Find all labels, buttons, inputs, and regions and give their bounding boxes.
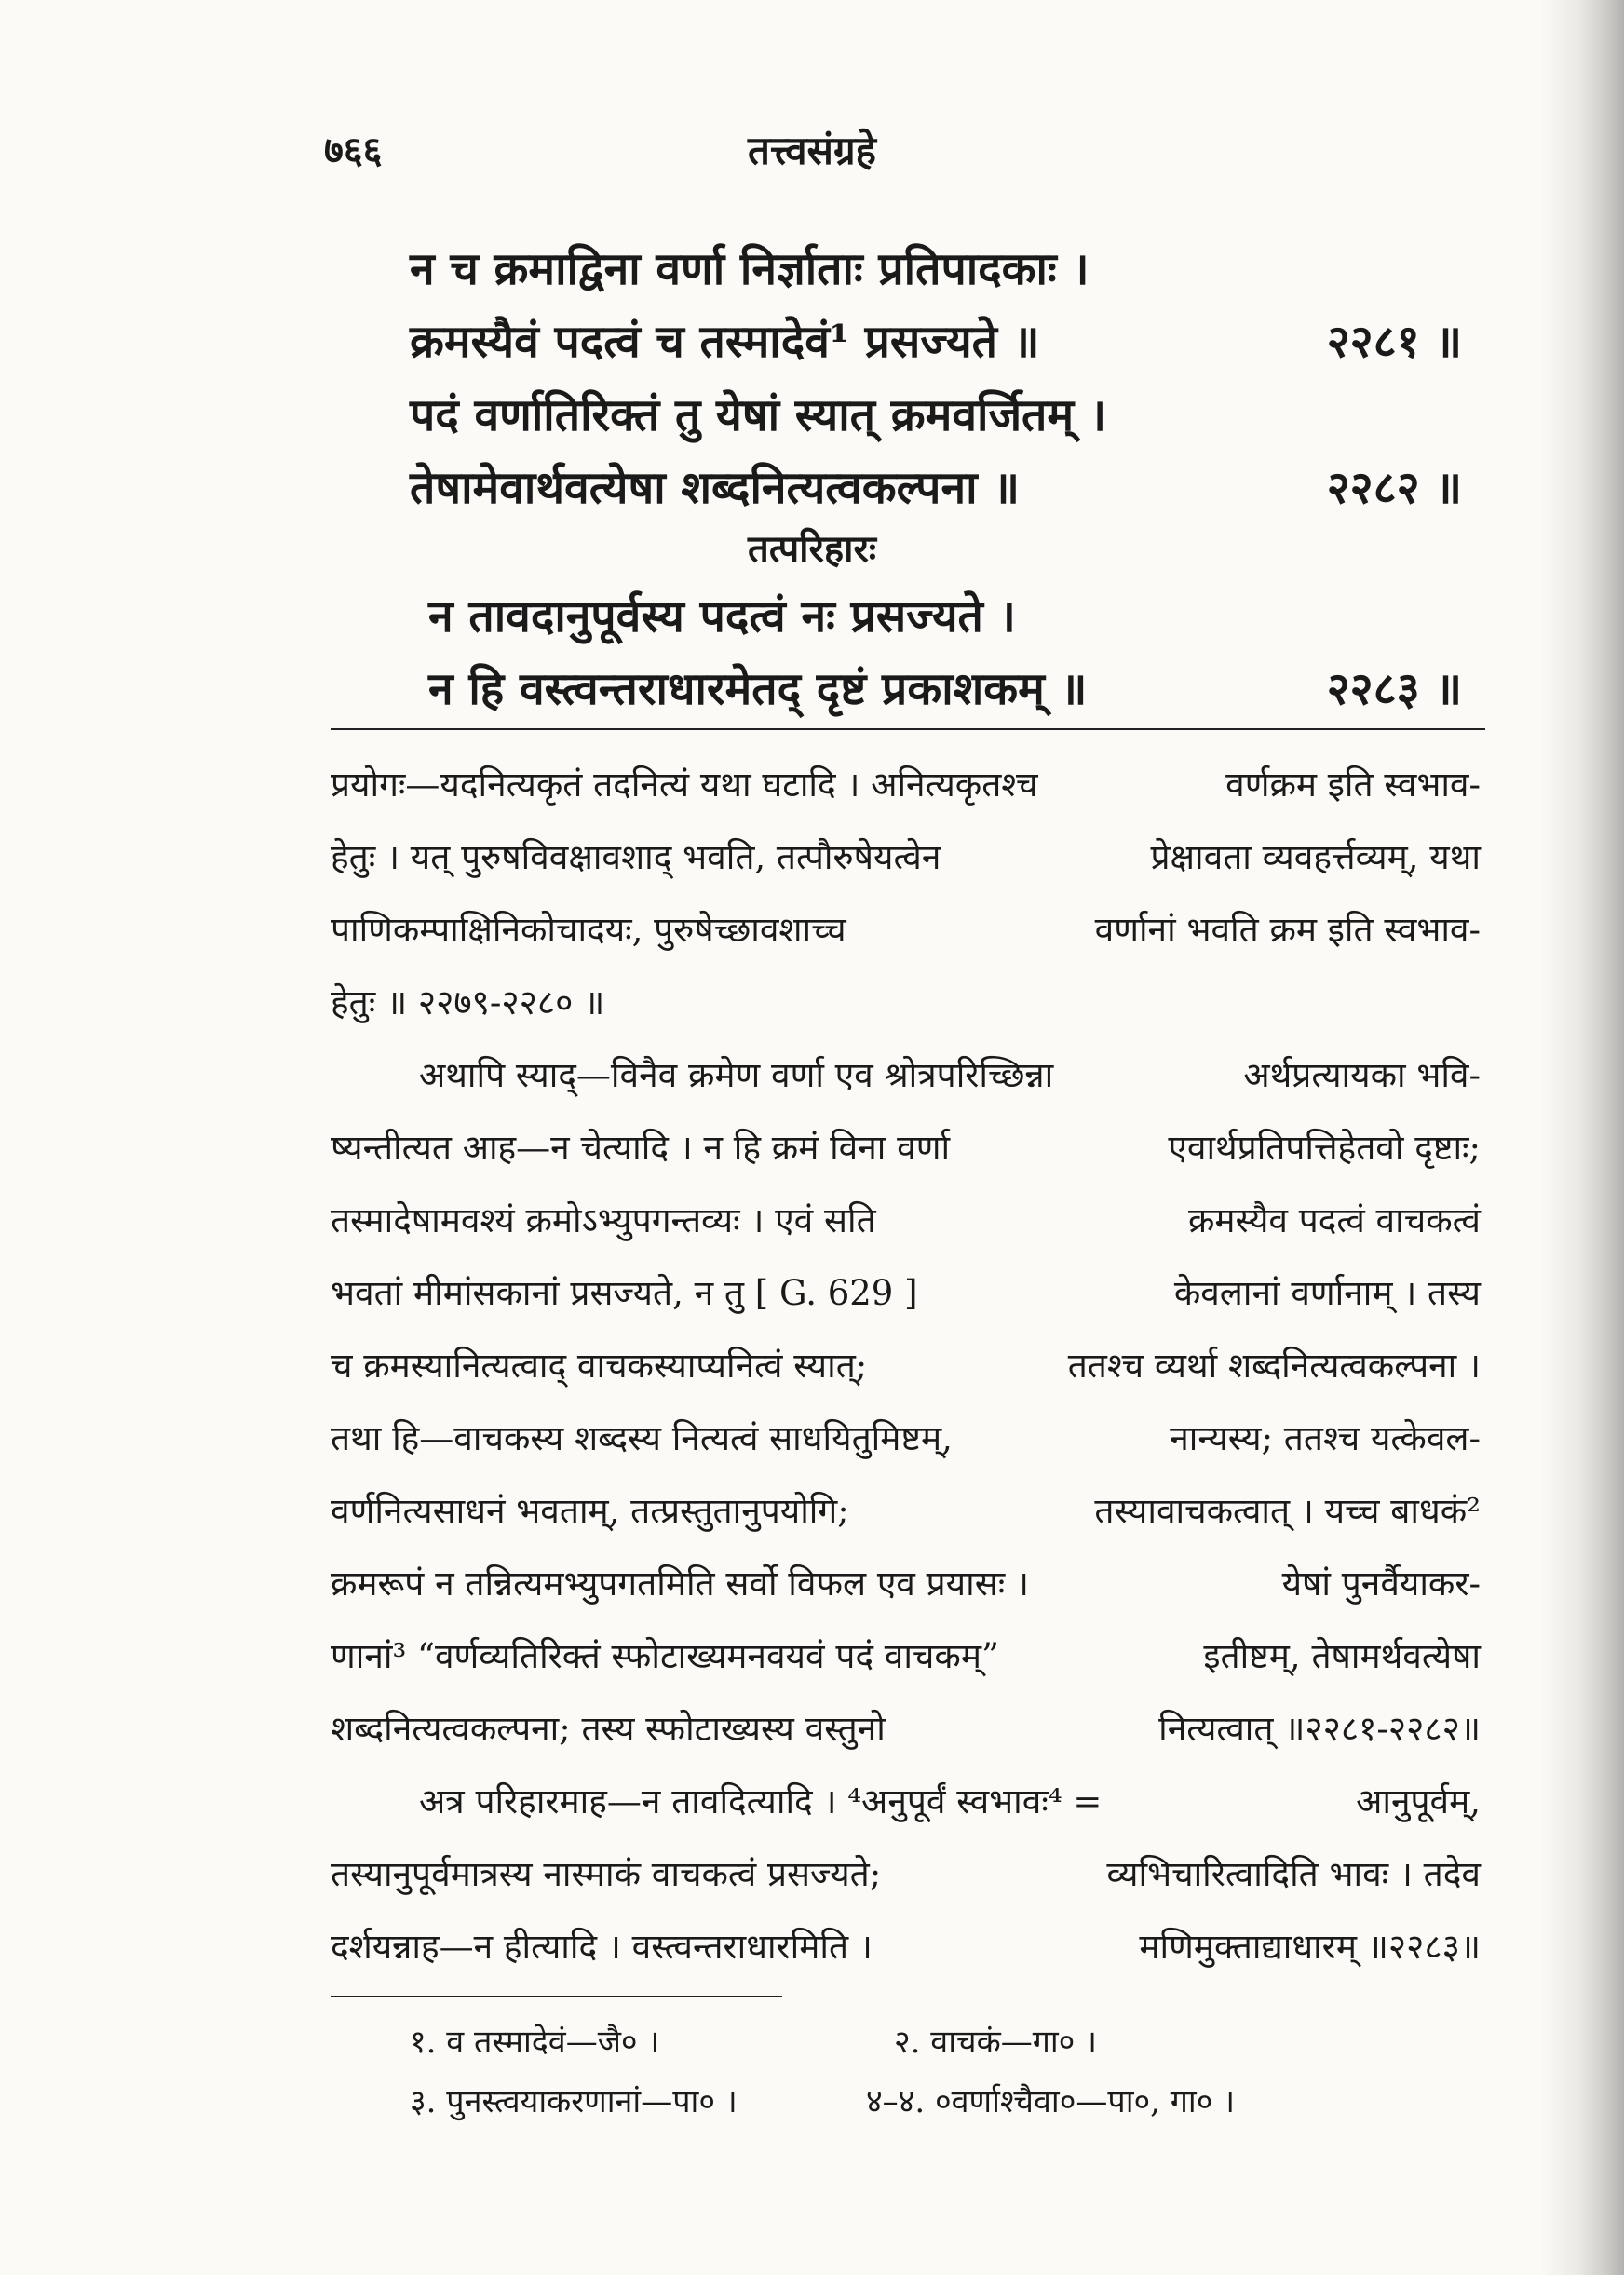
commentary-line: णानां³ “वर्णव्यतिरिक्तं स्फोटाख्यमनवयवं पदं वाचकम्” इतीष्टम्, तेषामर्थवत्येषा	[331, 1636, 1481, 1676]
commentary-line: दर्शयन्नाह—न हीत्यादि । वस्त्वन्तराधारमिति । मणिमुक्ताद्याधारम् ॥२२८३॥	[331, 1927, 1481, 1967]
verse-line: क्रमस्यैवं पदत्वं च तस्मादेवं¹ प्रसज्यते ॥ २२८१ ॥	[410, 316, 1462, 368]
footnote: ४–४. ०वर्णाश्चैवा०—पा०, गा० ।	[866, 2083, 1236, 2120]
commentary-line: तस्यानुपूर्वमात्रस्य नास्माकं वाचकत्वं प्रसज्यते; व्यभिचारित्वादिति भावः । तदेव	[331, 1854, 1481, 1894]
commentary-line: प्रयोगः—यदनित्यकृतं तदनित्यं यथा घटादि । अनित्यकृतश्च वर्णक्रम इति स्वभाव-	[331, 765, 1481, 805]
verse-line: तेषामेवार्थवत्येषा शब्दनित्यत्वकल्पना ॥ २२८२ ॥	[410, 462, 1462, 514]
verse-heading: तत्परिहारः	[748, 527, 876, 571]
commentary-line: भवतां मीमांसकानां प्रसज्यते, न तु [ G. 629 ] केवलानां वर्णानाम् । तस्य	[331, 1273, 1481, 1313]
commentary-line: अथापि स्याद्—विनैव क्रमेण वर्णा एव श्रोत्रपरिच्छिन्ना अर्थप्रत्यायका भवि-	[419, 1055, 1481, 1095]
section-divider	[331, 728, 1485, 730]
commentary-line: पाणिकम्पाक्षिनिकोचादयः, पुरुषेच्छावशाच्च वर्णानां भवति क्रम इति स्वभाव-	[331, 910, 1481, 950]
footnote-divider	[331, 1996, 782, 1997]
verse-line: न च क्रमाद्विना वर्णा निर्ज्ञाताः प्रतिपादकाः ।	[410, 243, 1089, 295]
page-number: ७६६	[324, 129, 383, 172]
commentary-line: ष्यन्तीत्यत आह—न चेत्यादि । न हि क्रमं विना वर्णा एवार्थप्रतिपत्तिहेतवो दृष्टाः;	[331, 1128, 1481, 1168]
footnote: ३. पुनस्त्वयाकरणानां—पा० ।	[410, 2083, 738, 2120]
verse-line: पदं वर्णातिरिक्तं तु येषां स्यात् क्रमवर्जितम् ।	[410, 389, 1107, 441]
commentary-line: शब्दनित्यत्वकल्पना; तस्य स्फोटाख्यस्य वस्तुनो नित्यत्वात् ॥२२८१-२२८२॥	[331, 1709, 1481, 1749]
commentary-line: वर्णनित्यसाधनं भवताम्, तत्प्रस्तुतानुपयोगि; तस्यावाचकत्वात् । यच्च बाधकं²	[331, 1491, 1481, 1531]
verse-line: न हि वस्त्वन्तराधारमेतद् दृष्टं प्रकाशकम् ॥ २२८३ ॥	[428, 663, 1462, 715]
commentary-line: हेतुः ॥ २२७९-२२८० ॥	[331, 982, 605, 1022]
footnote: १. व तस्मादेवं—जै० ।	[410, 2024, 660, 2061]
commentary-line: क्रमरूपं न तन्नित्यमभ्युपगतमिति सर्वो विफल एव प्रयासः । येषां पुनर्वैयाकर-	[331, 1564, 1481, 1604]
footnote: २. वाचकं—गा० ।	[894, 2024, 1098, 2061]
commentary-line: तस्मादेषामवश्यं क्रमोऽभ्युपगन्तव्यः । एवं सति क्रमस्यैव पदत्वं वाचकत्वं	[331, 1200, 1481, 1240]
running-title: तत्त्वसंग्रहे	[748, 128, 876, 173]
commentary-line: अत्र परिहारमाह—न तावदित्यादि । ⁴अनुपूर्वं स्वभावः⁴ = आनुपूर्वम्,	[419, 1781, 1481, 1821]
commentary-line: हेतुः । यत् पुरुषविवक्षावशाद् भवति, तत्पौरुषेयत्वेन प्रेक्षावता व्यवहर्त्तव्यम्, यथा	[331, 837, 1481, 877]
commentary-line: तथा हि—वाचकस्य शब्दस्य नित्यत्वं साधयितुमिष्टम्, नान्यस्य; ततश्च यत्केवल-	[331, 1418, 1481, 1458]
page-edge-shadow	[1540, 0, 1624, 2275]
verse-line: न तावदानुपूर्वस्य पदत्वं नः प्रसज्यते ।	[428, 590, 1016, 643]
commentary-line: च क्रमस्यानित्यत्वाद् वाचकस्याप्यनित्वं स्यात्; ततश्च व्यर्था शब्दनित्यत्वकल्पना ।	[331, 1346, 1481, 1386]
